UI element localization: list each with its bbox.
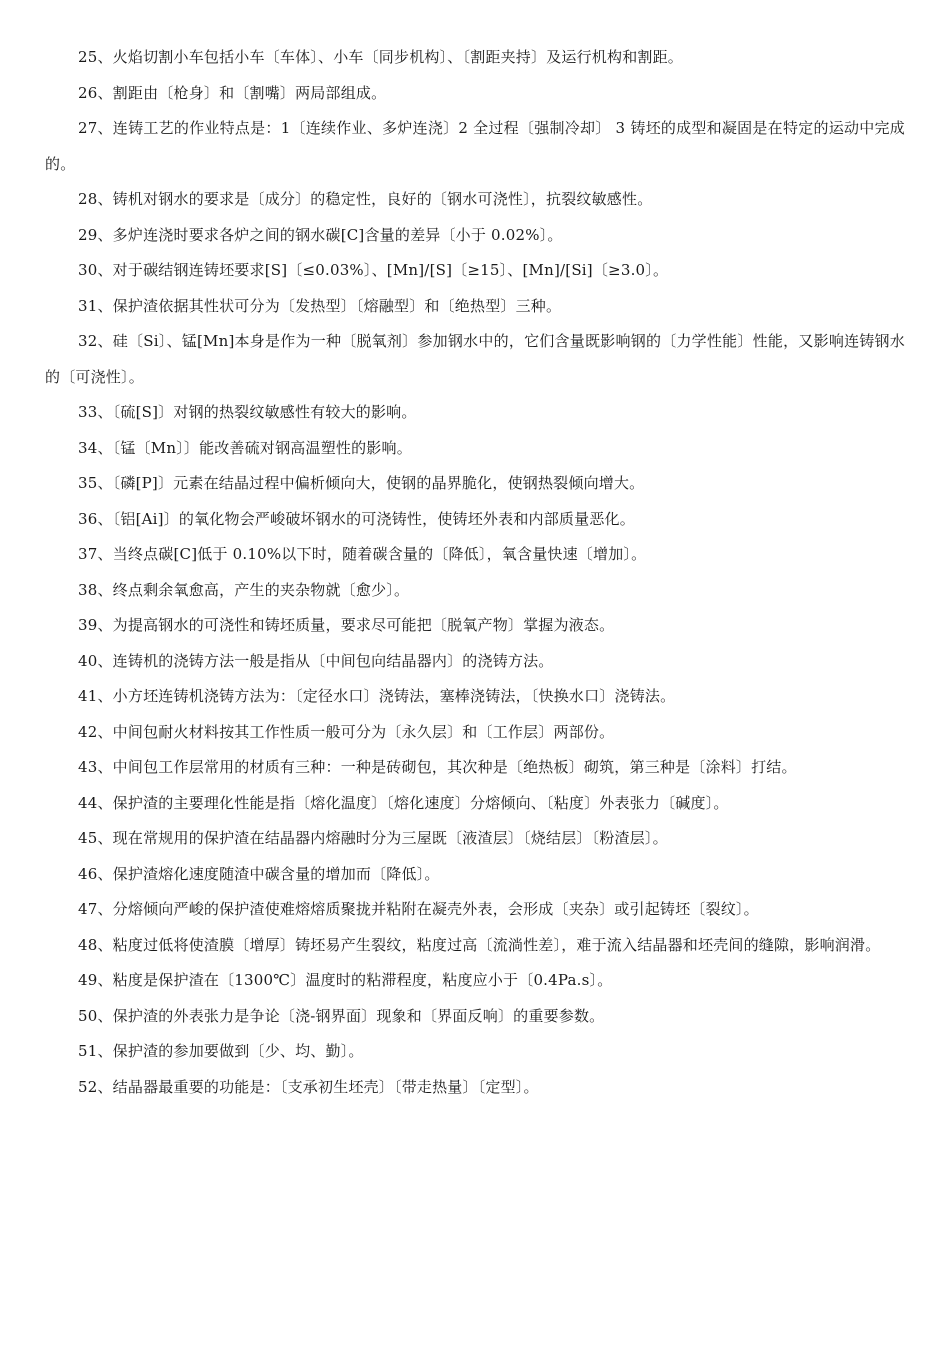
question-48: 48、粘度过低将使渣膜〔增厚〕铸坯易产生裂纹，粘度过高〔流淌性差〕，难于流入结晶器和坯壳间的缝隙，影响润滑。 — [78, 935, 881, 954]
question-49: 49、粘度是保护渣在〔1300℃〕温度时的粘滞程度，粘度应小于〔0.4Pa.s〕。 — [78, 971, 613, 989]
question-39: 39、为提高钢水的可浇性和铸坯质量，要求尽可能把〔脱氧产物〕掌握为液态。 — [78, 616, 615, 634]
question-45: 45、现在常规用的保护渣在结晶器内熔融时分为三屋既〔液渣层〕〔烧结层〕〔粉渣层〕。 — [78, 829, 668, 847]
question-52: 52、结晶器最重要的功能是：〔支承初生坯壳〕〔带走热量〕〔定型〕。 — [78, 1077, 539, 1096]
question-37: 37、当终点碳[C]低于 0.10%以下时，随着碳含量的〔降低〕，氧含量快速〔增加〕。 — [78, 545, 647, 563]
question-42: 42、中间包耐火材料按其工作性质一般可分为〔永久层〕和〔工作层〕两部份。 — [78, 722, 615, 741]
question-36: 36、〔铝[Ai]〕的氧化物会严峻破坏钢水的可浇铸性，使铸坯外表和内部质量恶化。 — [78, 509, 635, 528]
question-41: 41、小方坯连铸机浇铸方法为：〔定径水口〕浇铸法，塞棒浇铸法，〔快换水口〕浇铸法。 — [78, 687, 676, 705]
question-25: 25、火焰切割小车包括小车〔车体〕、小车〔同步机构〕、〔割距夹持〕及运行机构和割距。 — [78, 48, 683, 66]
question-47: 47、分熔倾向严峻的保护渣使难熔熔质聚拢并粘附在凝壳外表，会形成〔夹杂〕或引起铸坯〔裂纹〕。 — [78, 900, 759, 918]
question-32: 32、硅〔Si〕、锰[Mn]本身是作为一种〔脱氧剂〕参加钢水中的，它们含量既影响钢的〔力学性能〕性能，又影响连铸钢水的〔可浇性〕。 — [45, 332, 905, 386]
question-33: 33、〔硫[S]〕对钢的热裂纹敏感性有较大的影响。 — [78, 403, 417, 421]
question-31: 31、保护渣依据其性状可分为〔发热型〕〔熔融型〕和〔绝热型〕三种。 — [78, 296, 562, 315]
question-34: 34、〔锰〔Mn〕〕能改善硫对钢高温塑性的影响。 — [78, 438, 412, 457]
question-44: 44、保护渣的主要理化性能是指〔熔化温度〕〔熔化速度〕分熔倾向、〔粘度〕外表张力〔碱度〕。 — [78, 793, 729, 812]
document-page — [45, 40, 905, 1105]
question-29: 29、多炉连浇时要求各炉之间的钢水碳[C]含量的差异〔小于 0.02%〕。 — [78, 225, 563, 244]
question-40: 40、连铸机的浇铸方法一般是指从〔中间包向结晶器内〕的浇铸方法。 — [78, 651, 554, 670]
question-43: 43、中间包工作层常用的材质有三种：一种是砖砌包，其次种是〔绝热板〕砌筑，第三种是〔涂料〕打结。 — [78, 758, 797, 776]
question-50: 50、保护渣的外表张力是争论〔浇-钢界面〕现象和〔界面反响〕的重要参数。 — [78, 1006, 605, 1025]
question-46: 46、保护渣熔化速度随渣中碳含量的增加而〔降低〕。 — [78, 864, 440, 883]
question-51: 51、保护渣的参加要做到〔少、均、勤〕。 — [78, 1042, 364, 1060]
question-38: 38、终点剩余氧愈高，产生的夹杂物就〔愈少〕。 — [78, 580, 410, 599]
question-30: 30、对于碳结钢连铸坯要求[S]〔≤0.03%〕、[Mn]/[S]〔≥15〕、[Mn]/[Si]〔≥3.0〕。 — [78, 261, 669, 279]
question-28: 28、铸机对钢水的要求是〔成分〕的稳定性，良好的〔钢水可浇性〕，抗裂纹敏感性。 — [78, 190, 653, 208]
question-27: 27、连铸工艺的作业特点是：1〔连续作业、多炉连浇〕2 全过程〔强制冷却〕 3 铸坯的成型和凝固是在特定的运动中完成的。 — [45, 119, 905, 173]
question-26: 26、割距由〔枪身〕和〔割嘴〕两局部组成。 — [78, 83, 387, 102]
question-35: 35、〔磷[P]〕元素在结晶过程中偏析倾向大，使钢的晶界脆化，使钢热裂倾向增大。 — [78, 474, 645, 492]
